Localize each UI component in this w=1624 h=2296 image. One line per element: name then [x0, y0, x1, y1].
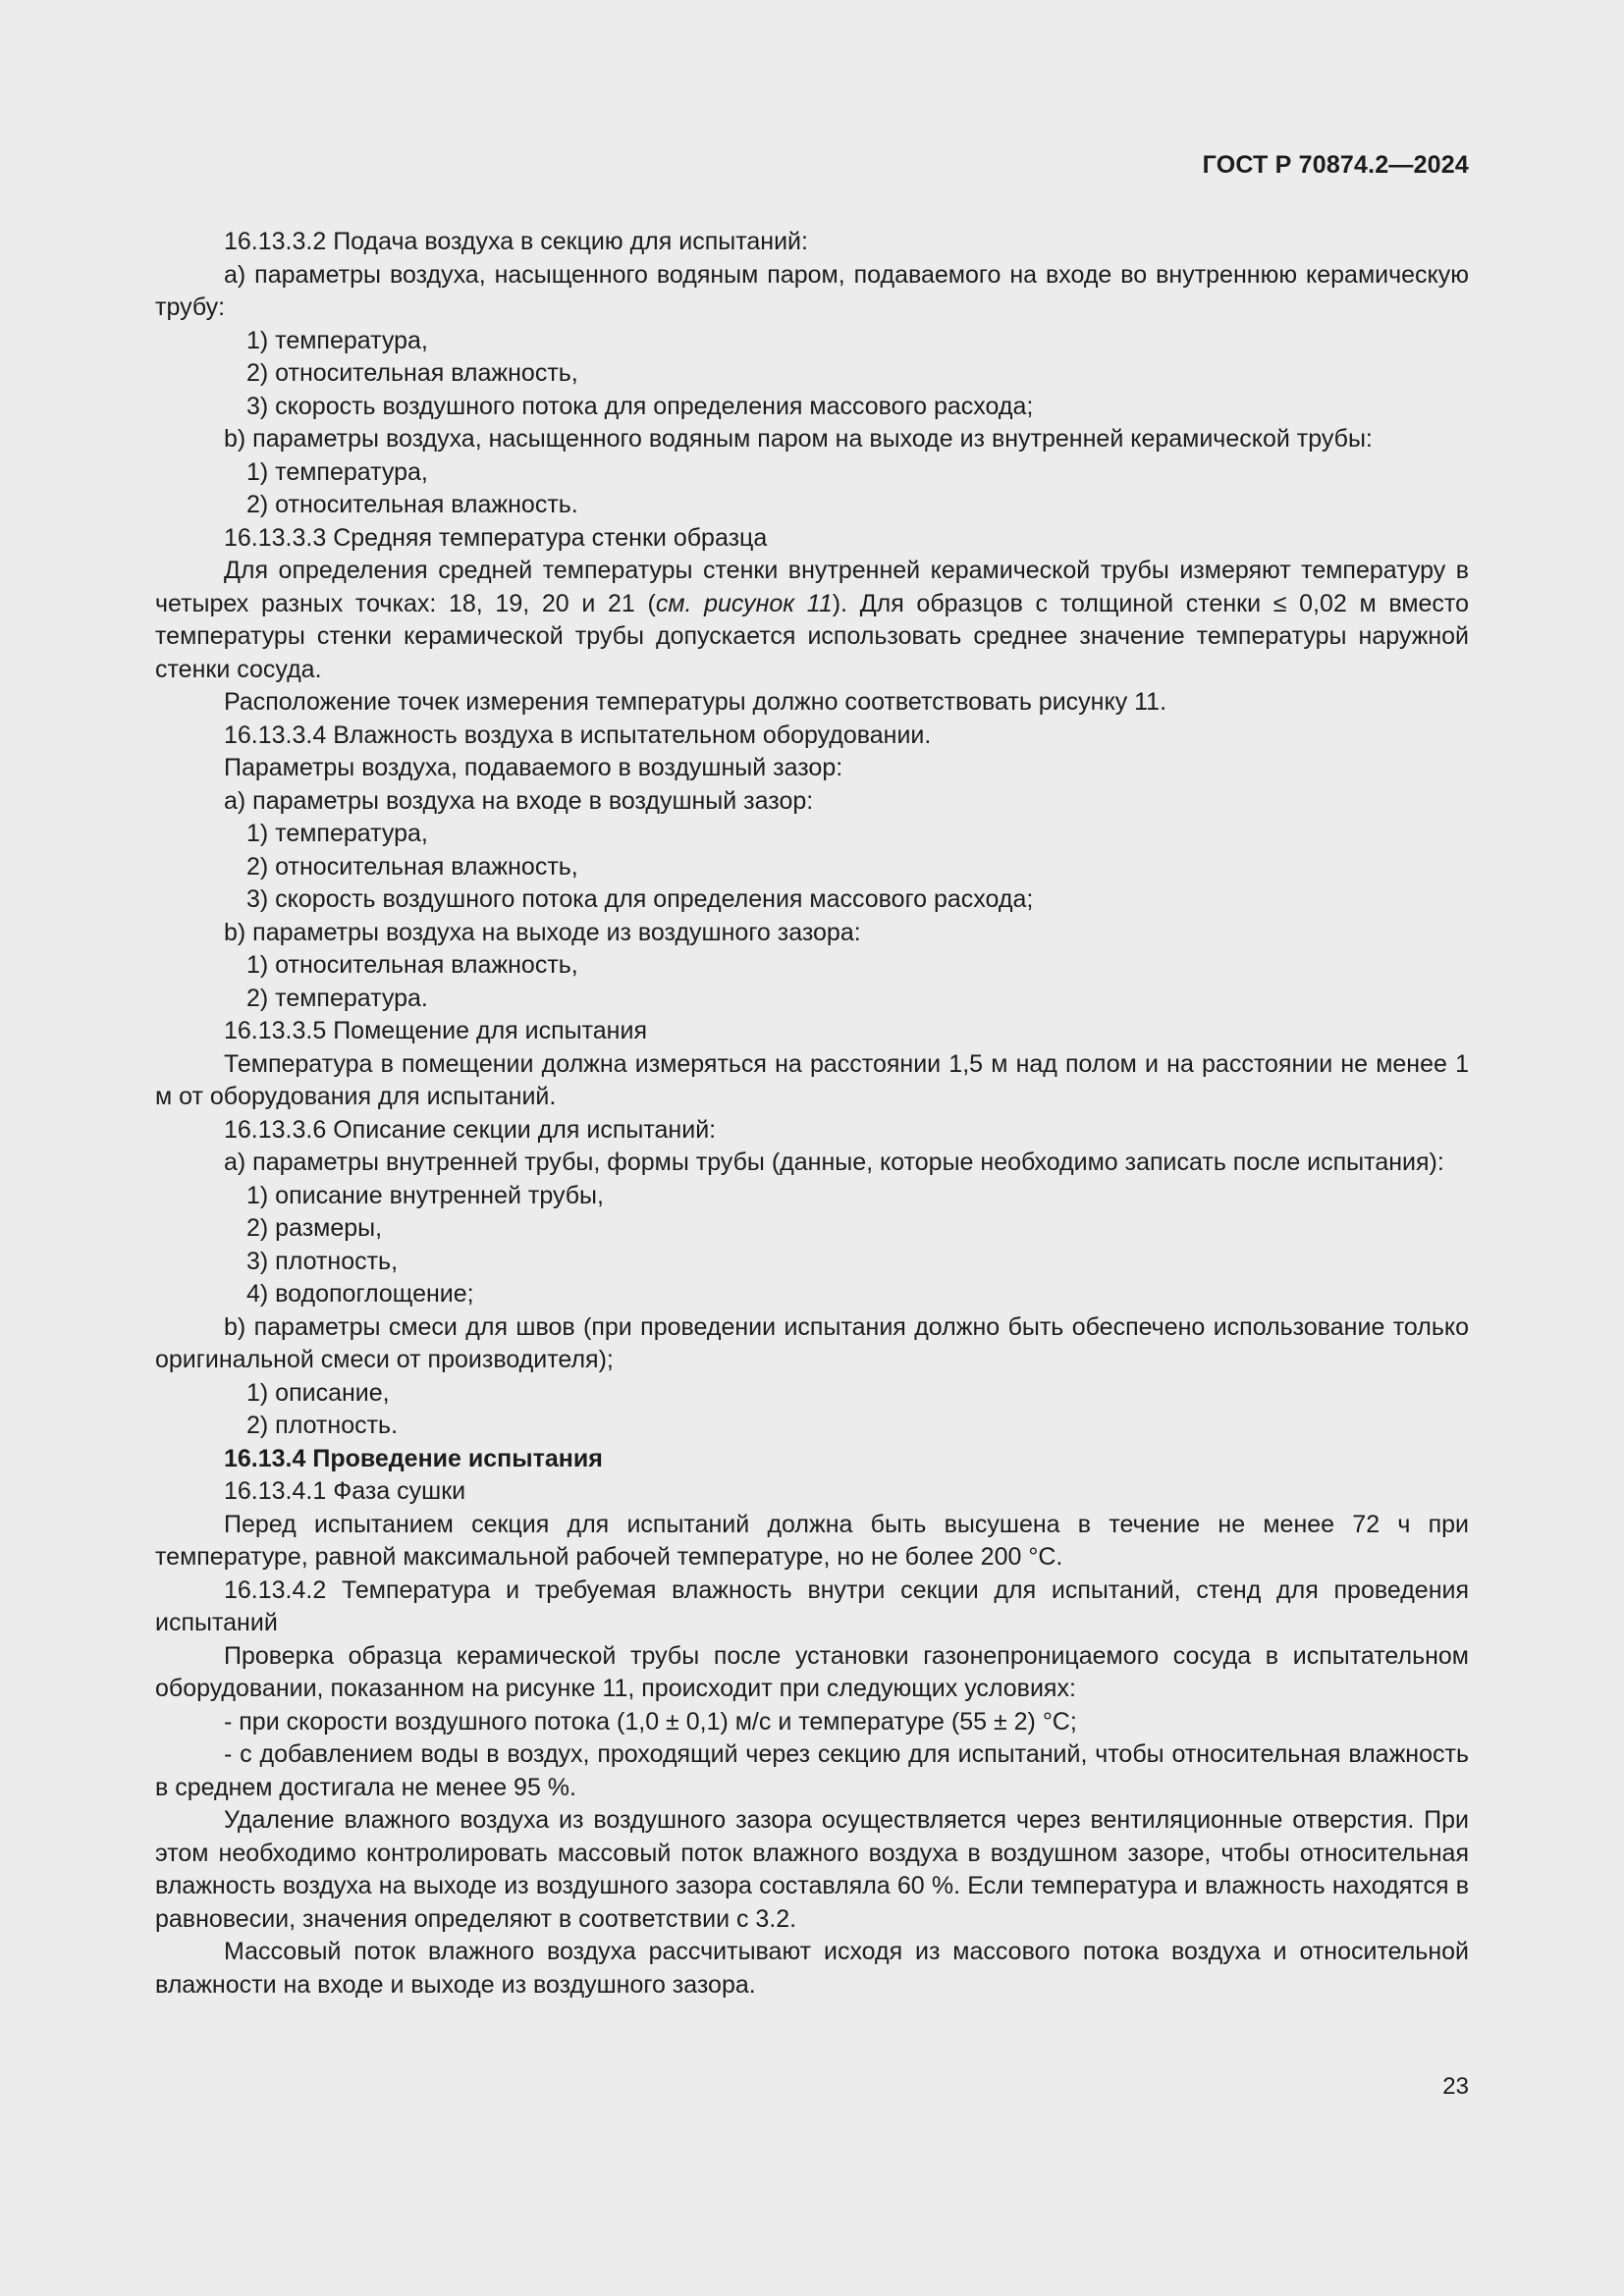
paragraph: 2) плотность. — [246, 1412, 399, 1439]
paragraph: b) параметры воздуха на выходе из воздушного зазора: — [224, 918, 861, 946]
paragraph: Массовый поток влажного воздуха рассчитывают исходя из массового потока воздуха и относительной влажности на входе и выходе из воздушного зазора. — [155, 1938, 1469, 1999]
paragraph: 1) описание, — [246, 1378, 390, 1407]
paragraph: 1) описание внутренней трубы, — [246, 1181, 604, 1209]
paragraph: 16.13.3.2 Подача воздуха в секцию для испытаний: — [224, 228, 808, 255]
paragraph: 1) температура, — [246, 326, 428, 354]
paragraph: 16.13.3.3 Средняя температура стенки образца — [224, 523, 768, 552]
paragraph: b) параметры воздуха, насыщенного водяным паром на выходе из внутренней керамической трубы: — [224, 425, 1373, 453]
paragraph — [155, 555, 1469, 686]
paragraph: 16.13.3.4 Влажность воздуха в испытательном оборудовании. — [224, 721, 932, 749]
page-number: 23 — [1442, 2073, 1469, 2100]
paragraph: 1) температура, — [246, 820, 428, 847]
paragraph: 16.13.4 Проведение испытания — [224, 1444, 603, 1472]
paragraph: Расположение точек измерения температуры должно соответствовать рисунку 11. — [224, 688, 1167, 716]
paragraph: 3) плотность, — [246, 1247, 399, 1275]
paragraph: b) параметры смеси для швов (при проведении испытания должно быть обеспечено использование только оригинальной смеси от производителя); — [155, 1312, 1469, 1373]
document-body — [155, 226, 1469, 2002]
paragraph: 3) скорость воздушного потока для определения массового расхода; — [246, 885, 1034, 913]
paragraph: 2) относительная влажность, — [246, 359, 578, 387]
paragraph: 16.13.4.2 Температура и требуемая влажность внутри секции для испытаний, стенд для проведения испытаний — [155, 1575, 1469, 1636]
paragraph: 16.13.4.1 Фаза сушки — [224, 1477, 466, 1505]
document-code-header: ГОСТ Р 70874.2—2024 — [1202, 151, 1469, 179]
paragraph: Удаление влажного воздуха из воздушного зазора осуществляется через вентиляционные отверстия. При этом необходимо контролировать массовый поток влажного воздуха в воздушном зазоре, чтобы относительная влажность воздуха на выходе из воздушного зазора составляла 60 %. Если температура и влажность находятся в равновесии, значения определяют в соответствии с 3.2. — [155, 1806, 1469, 1933]
paragraph: - с добавлением воды в воздух, проходящий через секцию для испытаний, чтобы относительная влажность в среднем достигала не менее 95 %. — [155, 1740, 1469, 1801]
paragraph: Параметры воздуха, подаваемого в воздушный зазор: — [224, 754, 843, 781]
paragraph: Температура в помещении должна измеряться на расстоянии 1,5 м над полом и на расстоянии не менее 1 м от оборудования для испытаний. — [155, 1049, 1469, 1110]
paragraph: 1) температура, — [246, 457, 428, 486]
paragraph: 1) относительная влажность, — [246, 951, 578, 979]
paragraph: Перед испытанием секция для испытаний должна быть высушена в течение не менее 72 ч при температуре, равной максимальной рабочей температуре, но не более 200 °С. — [155, 1510, 1469, 1571]
paragraph: a) параметры внутренней трубы, формы трубы (данные, которые необходимо записать после испытания): — [224, 1148, 1444, 1176]
paragraph: 16.13.3.5 Помещение для испытания — [224, 1017, 647, 1044]
paragraph: Проверка образца керамической трубы после установки газонепроницаемого сосуда в испытательном оборудовании, показанном на рисунке 11, происходит при следующих условиях: — [155, 1641, 1469, 1702]
text-run: Для определения средней температуры стенки внутренней керамической трубы измеряют температуру в четырех разных точках: 18, 19, 20 и 21 ( — [155, 557, 1469, 617]
paragraph: - при скорости воздушного потока (1,0 ± 0,1) м/с и температуре (55 ± 2) °С; — [224, 1707, 1077, 1735]
paragraph: a) параметры воздуха на входе в воздушный зазор: — [224, 786, 814, 815]
paragraph: 2) относительная влажность, — [246, 852, 578, 881]
paragraph: 4) водопоглощение; — [246, 1280, 474, 1308]
paragraph: a) параметры воздуха, насыщенного водяным паром, подаваемого на входе во внутреннюю керамическую трубу: — [155, 260, 1469, 321]
paragraph: 2) размеры, — [246, 1214, 383, 1242]
paragraph: 2) температура. — [246, 984, 428, 1012]
paragraph: 16.13.3.6 Описание секции для испытаний: — [224, 1115, 717, 1144]
italic-reference: см. рисунок 11 — [655, 589, 833, 617]
paragraph: 3) скорость воздушного потока для определения массового расхода; — [246, 392, 1034, 420]
text-run: ). Для образцов с толщиной стенки ≤ 0,02 м вместо температуры стенки керамической трубы допускается использовать среднее значение температуры наружной стенки сосуда. — [155, 589, 1470, 683]
paragraph: 2) относительная влажность. — [246, 491, 578, 518]
